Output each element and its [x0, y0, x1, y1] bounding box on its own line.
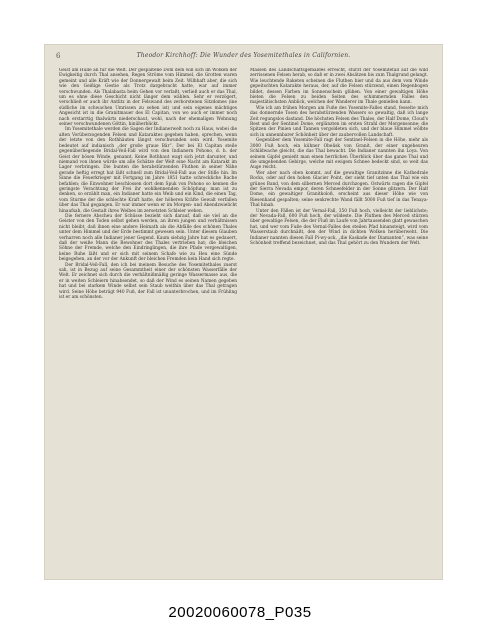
paragraph: Massen des Landschaftsgemäldes erreicht, stürzt der Yosemitefall auf die wild zerrissenen Felsen herab, so daß er in zwei Absätzen bis zum Thalgrund gelangt. Wie leuchtende Raketen scheinen die Fluthen hier und da aus dem vom Winde gepeitschten Katarakte heraus, der, auf die Felsen stürzend, einen Regenbogen bildet, dessen Farben im Sonnenschein glühen. Von einer gewaltigen Höhe bieten die Felsen zu beiden Seiten des schimmernden Falles den majestätischsten Anblick, welchen der Wanderer im Thale genießen kann. — [250, 68, 428, 106]
paragraph: Wer aber nach oben kommt, auf die gewaltige Granitzinne die Kathedrale Rocks, oder auf den hohen Glacier Point, der sieht tief unten das Thal wie ein grünes Band, von dem silbernen Merced durchzogen. Ostwärts ragen die Gipfel der Sierra Nevada empor, deren Schneefelder in der Sonne glitzern. Der Half Dome, ein gewaltiger Granitkoloß, erscheint aus dieser Höhe wie von Riesenhand gespalten; seine senkrechte Wand fällt 5000 Fuß tief in das Tenaya-Thal hinab. — [250, 170, 428, 209]
paragraph: Geist am Hülle an für die Welt. Der gespaltene Dom dem will sich im Wolken der Ewigkeitig durch Thal ansehen, Regen Ströme vom Himmel, die Grotten waren gemeint und alle Kräft wie der Donnergewalt beim Zeit. Wilhhaft aber, die sich wie den Geißige Gestie als Trotz dargebracht hatte, war auf immer verschwunden. Als Thalabasta beim Gehen vor verlaßt, verließ auch er das Thal, um es ohne diese Geschicht nicht länger dem wählen. Sehr er verzögert, verschließ er auch ihr Antlitz in der Felswand des zerborstenen Sitzdomes (ine südliche im schwachen Umrissen zu sehen ist) und sein eigenes mächtiges Angesicht ist in die Granitmauer des El Capitan, von wo auch er immer noch nach erstarrtig thalwärts niederschaut, wohl, nach der ehemaligen Wohnung seiner verschwundenen Göttin, hinüberblickt. — [59, 68, 237, 128]
page-number: 6 — [56, 52, 61, 60]
running-title: Theodor Kirchhoff: Die Wunder des Yosemitethales in Californien. — [136, 52, 351, 59]
paragraph: Im Yosemitethale werden die Sagen der Indianerwelt noch zu Haus, wobei die alten Vorüberzogenden Felsen und Kataraktes gegeben haben, sprechen, wenn der letzte von den Rothhäuten längst verschwunden sein wird. Yosemite bedeutet auf indianisch „der große graue Bär“. Der bei El Capitan steile gegenüberliegende Bridal-Veil-Fall wird von den Indianern Pohono, d. h. der Geist der bösen Winde, genannt. Keine Rothhaut wagt sich jetzt darunter, und niemand von ihnen würde um alle Schätze der Welt eine Nacht am Katarakt im Lager verbringen. Die bunten die herabstürzenden Fluthen in seiner Nähe gerade heftig erregt hat läßt schnell zum Bridal-Veil-Fall aus der Stille hin. Im Sinne die Feuerkrieger mit Fortgang im Jahre 1851 hatte schreckliche Rache befahlen; die Einwohner beschlossen dort dem Spuk von Pohono so kennen die geringste Verachtung der Frei ihr wohlkennenden Schöpfung; man ist zu denken, so erzählt man, ein Indianer hatte ein Weib und ein Kind, die einen Tag, vom Sturme der die schlechte Kraft hatte, der höheren Kräfte Gewalt verfallen über das Thal gegangen. Er war immer wenn er im Morgen- und Abendzwielicht hinaufsah, die Gestalt ihres Weibes im zersetzten Schleier wehen. — [59, 127, 237, 214]
paragraph: Die fernere Abscheu der Schüsse bezieht sich darauf, daß sie viel an die Geister von den Toden selbst gehen werden, an ihren jungen und verhältnissen nicht bleibt, daß ihnen eine andere Heimath als die Abfälle des schönen Thales unter dem Himmel und der Erde bestimmt gewesen sein. Unter diesem Glauben verharren noch alle Indianer jener Gegend. Kaum siebzig Jahre hat es gedauert, daß der weiße Mann die Bewohner des Thales vertrieben hat; die bleichen Söhne der Fremde, welche den Eindringlingen, die ihre Pfade vergewaltigen, keine Ruhe läßt und er sich mit seinem Schafe wie zu Heu eine Sünde beigegeben, an der vor der Ankunft der bleichen Fremden kein Hand sich regte. — [59, 213, 237, 263]
paragraph: Der Bridal-Veil-Fall, den ich bei meinem Besuche des Yosemitethales zuerst sah, ist in Bezug auf seine Gesammtheit einer der schönsten Wasserfälle der Welt. Er zeichnet sich durch die verhältnißmäßig geringe Wassermasse aus, die er in weiten Schleiern hinabsendet, so daß der Wind es seinen Namen gegeben hat und bei starkem Winde selbst sein Staub weithin über das Thal getragen wird. Seine Höhe beträgt 940 Fuß, der Fall ist ununterbrochen, und im Frühling ist er am schönsten. — [59, 262, 237, 301]
paragraph: Wie ich am frühen Morgen am Fuße des Yosemite-Falles stand, fesselte mich das donnernde Tosen des herabstürzenden Wassers so gewaltig, daß ich lange Zeit regungslos dastand. Die höchsten Felsen des Thales, der Half Dome, Cloud's Rest und der Sentinel Dome, erglänzten im ersten Strahl der Morgensonne; die Spitzen der Pinien und Tannen vergoldeten sich, und der blaue Himmel wölbte sich in unnennbarer Schönheit über der zaubervollen Landschaft. — [250, 105, 428, 138]
right-column — [250, 68, 428, 566]
left-column — [59, 68, 237, 566]
paragraph: Gegenüber dem Yosemite-Fall ragt der Sentinel-Felsen in die Höhe, mehr als 3000 Fuß hoch, ein kühner Obelisk von Granit, der einer ungeheuren Schildwache gleicht, die das Thal bewacht. Die Indianer nannten ihn Loya. Von seinem Gipfel genießt man einen herrlichen Überblick über das ganze Thal und die umgebenden Gebirge, welche mit ewigem Schnee bedeckt sind, so weit das Auge reicht. — [250, 138, 428, 171]
scanned-page — [44, 44, 443, 580]
text-columns — [59, 68, 428, 566]
paragraph: Unter den Fällen ist der Vernal-Fall, 350 Fuß hoch, vielleicht der lieblichste; der Nevada-Fall, 600 Fuß hoch, der wildeste. Die Fluthen des Merced stürzen über gewaltige Felsen, die der Fluß im Laufe von Jahrtausenden glatt gewaschen hat, und wer vom Fuße des Vernal-Falles den steilen Pfad hinansteigt, wird vom Wasserstaub durchnäßt, den der Wind in dichten Wolken herüberweht. Die Indianer nannten diesen Fall Pi-wy-ack, „die Kaskade der Diamanten“, was seine Schönheit treffend bezeichnet, und das Thal gehört zu den Wundern der Welt. — [250, 208, 428, 246]
page-header — [44, 52, 443, 64]
archive-id-caption: 20020060078_P035 — [168, 604, 312, 621]
